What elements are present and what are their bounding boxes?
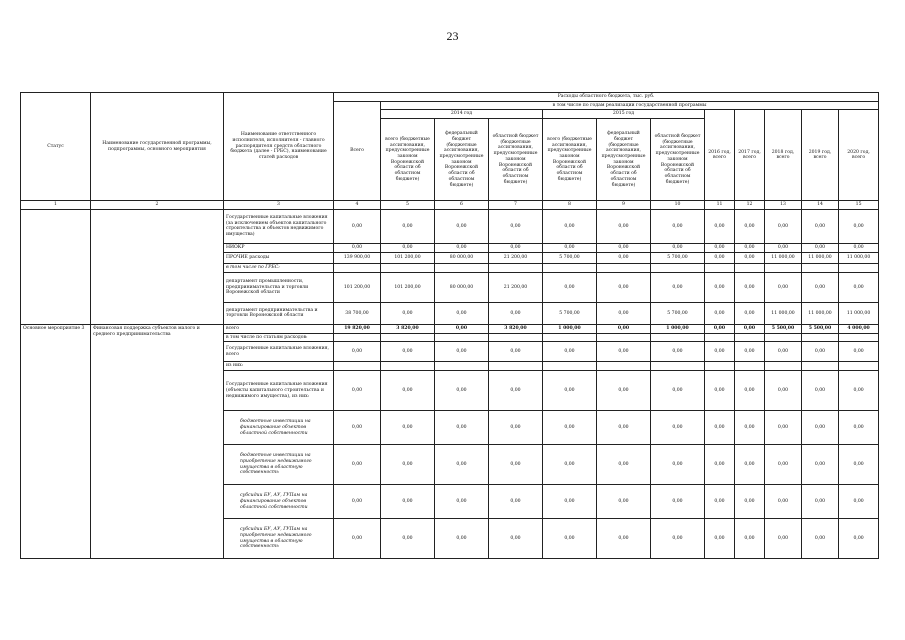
value-cell: 11 000,00	[765, 252, 802, 263]
value-cell: 0,00	[735, 371, 765, 411]
value-cell: 0,00	[381, 411, 435, 445]
column-numbers-row	[21, 201, 879, 210]
value-cell: 0,00	[435, 302, 489, 324]
value-cell	[489, 263, 543, 272]
value-cell: 21 200,00	[489, 252, 543, 263]
header-status: Статус	[21, 93, 91, 201]
value-cell: 0,00	[651, 272, 705, 302]
value-cell: 0,00	[597, 243, 651, 252]
value-cell	[802, 263, 839, 272]
value-cell: 80 000,00	[435, 252, 489, 263]
value-cell	[802, 333, 839, 342]
value-cell: 0,00	[381, 342, 435, 362]
header-col-2019: 2019 год, всего	[802, 110, 839, 201]
value-cell: 0,00	[651, 243, 705, 252]
value-cell	[651, 263, 705, 272]
value-cell	[435, 263, 489, 272]
value-cell: 0,00	[543, 445, 597, 485]
value-cell: 0,00	[839, 519, 879, 559]
program-name-cell: Финансовая поддержка субъектов малого и среднего предпринимательства	[91, 324, 224, 558]
value-cell: 0,00	[765, 342, 802, 362]
value-cell: 0,00	[705, 519, 735, 559]
header-total: Всего	[334, 101, 381, 200]
value-cell: 0,00	[334, 411, 381, 445]
value-cell	[381, 362, 435, 371]
value-cell: 0,00	[735, 252, 765, 263]
value-cell: 0,00	[705, 342, 735, 362]
value-cell: 0,00	[381, 485, 435, 519]
column-number: 7	[489, 201, 543, 210]
value-cell	[435, 362, 489, 371]
value-cell	[435, 333, 489, 342]
value-cell	[543, 362, 597, 371]
value-cell: 0,00	[543, 519, 597, 559]
column-number: 2	[91, 201, 224, 210]
value-cell: 0,00	[334, 243, 381, 252]
value-cell: 101 200,00	[381, 252, 435, 263]
value-cell: 0,00	[839, 209, 879, 243]
value-cell	[765, 333, 802, 342]
value-cell: 0,00	[334, 209, 381, 243]
value-cell: 0,00	[651, 445, 705, 485]
row-label: бюджетные инвестиции на финансирование объектов областной собственности	[224, 411, 334, 445]
value-cell: 0,00	[489, 209, 543, 243]
value-cell: 0,00	[735, 485, 765, 519]
value-cell: 0,00	[705, 302, 735, 324]
value-cell	[334, 362, 381, 371]
value-cell: 5 700,00	[543, 252, 597, 263]
header-by-years: в том числе по годам реализации государственной программы	[381, 101, 879, 110]
value-cell: 0,00	[435, 209, 489, 243]
value-cell: 0,00	[435, 324, 489, 333]
value-cell: 0,00	[765, 209, 802, 243]
value-cell	[705, 362, 735, 371]
column-number: 3	[224, 201, 334, 210]
value-cell	[802, 362, 839, 371]
value-cell: 0,00	[705, 272, 735, 302]
column-number: 8	[543, 201, 597, 210]
table-row	[21, 209, 879, 243]
value-cell	[334, 333, 381, 342]
value-cell	[597, 263, 651, 272]
value-cell: 0,00	[597, 252, 651, 263]
value-cell: 0,00	[543, 209, 597, 243]
value-cell: 101 200,00	[381, 272, 435, 302]
table-body	[21, 209, 879, 558]
value-cell: 19 820,00	[334, 324, 381, 333]
value-cell: 0,00	[489, 519, 543, 559]
value-cell	[705, 263, 735, 272]
value-cell: 5 700,00	[543, 302, 597, 324]
value-cell	[735, 263, 765, 272]
value-cell: 0,00	[334, 342, 381, 362]
value-cell: 0,00	[651, 209, 705, 243]
value-cell	[381, 263, 435, 272]
value-cell: 0,00	[597, 485, 651, 519]
row-label: субсидии БУ, АУ, ГУПам на финансирование объектов областной собственности	[224, 485, 334, 519]
column-number: 6	[435, 201, 489, 210]
value-cell: 5 700,00	[651, 252, 705, 263]
value-cell: 0,00	[765, 519, 802, 559]
value-cell: 0,00	[489, 411, 543, 445]
row-label: бюджетные инвестиции на приобретение недвижимого имущества в областную собственность	[224, 445, 334, 485]
value-cell: 0,00	[651, 342, 705, 362]
value-cell: 5 700,00	[651, 302, 705, 324]
value-cell: 0,00	[489, 371, 543, 411]
value-cell: 0,00	[765, 445, 802, 485]
value-cell: 0,00	[765, 243, 802, 252]
value-cell: 0,00	[381, 209, 435, 243]
value-cell: 0,00	[543, 411, 597, 445]
header-col-2016: 2016 год, всего	[705, 110, 735, 201]
value-cell: 0,00	[705, 243, 735, 252]
value-cell: 0,00	[802, 272, 839, 302]
value-cell: 0,00	[839, 485, 879, 519]
column-number: 13	[765, 201, 802, 210]
value-cell: 0,00	[381, 371, 435, 411]
value-cell: 0,00	[381, 243, 435, 252]
value-cell: 0,00	[543, 485, 597, 519]
value-cell: 11 000,00	[802, 252, 839, 263]
value-cell	[334, 263, 381, 272]
table-row	[21, 324, 879, 333]
value-cell: 0,00	[802, 209, 839, 243]
program-cell-empty	[91, 209, 224, 324]
value-cell: 0,00	[802, 243, 839, 252]
value-cell: 0,00	[651, 371, 705, 411]
column-number: 15	[839, 201, 879, 210]
value-cell: 0,00	[839, 243, 879, 252]
value-cell: 0,00	[597, 519, 651, 559]
value-cell: 0,00	[735, 209, 765, 243]
column-number: 12	[735, 201, 765, 210]
header-col-2017: 2017 год, всего	[735, 110, 765, 201]
value-cell: 0,00	[435, 342, 489, 362]
column-number: 9	[597, 201, 651, 210]
value-cell: 0,00	[705, 209, 735, 243]
value-cell	[765, 263, 802, 272]
header-grbs: Наименование ответственного исполнителя, исполнителя - главного распорядителя средств областного бюджета (далее - ГРБС), наименование статей расходов	[224, 93, 334, 201]
value-cell: 0,00	[839, 411, 879, 445]
value-cell: 0,00	[597, 209, 651, 243]
header-col-2014-federal: федеральный бюджет (бюджетные ассигнования, предусмотренные законом Воронежской области об областном бюджете)	[435, 119, 489, 201]
value-cell	[651, 362, 705, 371]
value-cell: 0,00	[802, 445, 839, 485]
value-cell: 0,00	[435, 519, 489, 559]
value-cell: 0,00	[839, 371, 879, 411]
value-cell	[839, 362, 879, 371]
row-label: субсидии БУ, АУ, ГУПам на приобретение недвижимого имущества в областную собственность	[224, 519, 334, 559]
value-cell: 0,00	[705, 445, 735, 485]
value-cell: 0,00	[435, 371, 489, 411]
row-label: департамент предпринимательства и торговли Воронежской области	[224, 302, 334, 324]
column-number: 4	[334, 201, 381, 210]
status-cell: Основное мероприятие 3	[21, 324, 91, 558]
value-cell: 0,00	[651, 485, 705, 519]
value-cell: 0,00	[597, 411, 651, 445]
value-cell: 1 000,00	[651, 324, 705, 333]
value-cell: 0,00	[735, 411, 765, 445]
value-cell: 11 000,00	[802, 302, 839, 324]
value-cell: 0,00	[489, 342, 543, 362]
value-cell: 0,00	[839, 342, 879, 362]
value-cell: 0,00	[735, 342, 765, 362]
budget-table	[20, 92, 879, 559]
value-cell: 0,00	[802, 519, 839, 559]
value-cell: 0,00	[334, 485, 381, 519]
value-cell: 0,00	[334, 371, 381, 411]
header-year-2014: 2014 год	[381, 110, 543, 119]
header-col-2014-total: всего (бюджетные ассигнования, предусмотренные законом Воронежской области об областном бюджете)	[381, 119, 435, 201]
value-cell: 0,00	[765, 371, 802, 411]
value-cell: 0,00	[802, 485, 839, 519]
value-cell: 0,00	[802, 411, 839, 445]
row-label: ПРОЧИЕ расходы	[224, 252, 334, 263]
value-cell: 0,00	[735, 243, 765, 252]
value-cell: 0,00	[802, 342, 839, 362]
column-number: 1	[21, 201, 91, 210]
value-cell: 0,00	[489, 485, 543, 519]
value-cell: 0,00	[435, 411, 489, 445]
value-cell: 0,00	[802, 371, 839, 411]
column-number: 5	[381, 201, 435, 210]
value-cell	[705, 333, 735, 342]
value-cell	[839, 333, 879, 342]
value-cell: 0,00	[839, 272, 879, 302]
value-cell: 0,00	[489, 445, 543, 485]
value-cell	[765, 362, 802, 371]
column-number: 10	[651, 201, 705, 210]
value-cell	[489, 362, 543, 371]
value-cell: 0,00	[597, 371, 651, 411]
value-cell	[543, 333, 597, 342]
value-cell: 0,00	[765, 485, 802, 519]
row-label: из них:	[224, 362, 334, 371]
value-cell: 80 000,00	[435, 272, 489, 302]
value-cell: 21 200,00	[489, 272, 543, 302]
row-label: в том числе по статьям расходов:	[224, 333, 334, 342]
header-col-2015-federal: федеральный бюджет (бюджетные ассигнования, предусмотренные законом Воронежской области об областном бюджете)	[597, 119, 651, 201]
value-cell: 11 000,00	[765, 302, 802, 324]
value-cell	[543, 263, 597, 272]
header-year-2015: 2015 год	[543, 110, 705, 119]
value-cell: 0,00	[543, 243, 597, 252]
value-cell	[381, 333, 435, 342]
row-label: в том числе по ГРБС:	[224, 263, 334, 272]
value-cell: 4 000,00	[839, 324, 879, 333]
page-number: 23	[446, 29, 459, 43]
header-col-2018: 2018 год, всего	[765, 110, 802, 201]
value-cell	[597, 333, 651, 342]
value-cell: 0,00	[435, 445, 489, 485]
value-cell: 11 000,00	[839, 302, 879, 324]
value-cell	[489, 333, 543, 342]
column-number: 11	[705, 201, 735, 210]
value-cell: 0,00	[435, 243, 489, 252]
column-number: 14	[802, 201, 839, 210]
value-cell: 0,00	[489, 243, 543, 252]
value-cell: 139 900,00	[334, 252, 381, 263]
value-cell: 0,00	[705, 411, 735, 445]
status-cell-empty	[21, 209, 91, 324]
value-cell: 0,00	[489, 302, 543, 324]
row-label: департамент промышленности, предпринимательства и торговли Воронежской области	[224, 272, 334, 302]
row-label: Государственные капитальные вложения (объекты капитального строительства и недвижимого имущества), из них:	[224, 371, 334, 411]
value-cell	[735, 333, 765, 342]
value-cell: 0,00	[765, 272, 802, 302]
value-cell: 0,00	[735, 302, 765, 324]
header-col-2015-regional: областной бюджет (бюджетные ассигнования, предусмотренные законом Воронежской области об областном бюджете)	[651, 119, 705, 201]
value-cell: 0,00	[435, 485, 489, 519]
value-cell: 0,00	[597, 445, 651, 485]
value-cell: 0,00	[705, 371, 735, 411]
value-cell: 0,00	[543, 371, 597, 411]
row-label: всего	[224, 324, 334, 333]
value-cell: 0,00	[381, 302, 435, 324]
value-cell: 5 500,00	[802, 324, 839, 333]
header-col-2015-total: всего (бюджетные ассигнования, предусмотренные законом Воронежской области об областном бюджете)	[543, 119, 597, 201]
value-cell: 101 200,00	[334, 272, 381, 302]
value-cell: 0,00	[597, 272, 651, 302]
header-expenses-title: Расходы областного бюджета, тыс. руб.	[334, 93, 879, 102]
row-label: Государственные капитальные вложения (за исключением объектов капитального строительства и объектов недвижимого имущества)	[224, 209, 334, 243]
value-cell	[597, 362, 651, 371]
value-cell: 0,00	[735, 324, 765, 333]
value-cell: 3 820,00	[489, 324, 543, 333]
value-cell: 0,00	[705, 324, 735, 333]
value-cell	[735, 362, 765, 371]
value-cell: 0,00	[651, 411, 705, 445]
value-cell: 0,00	[334, 445, 381, 485]
value-cell: 0,00	[597, 324, 651, 333]
value-cell	[839, 263, 879, 272]
value-cell: 5 500,00	[765, 324, 802, 333]
value-cell: 0,00	[765, 411, 802, 445]
value-cell: 0,00	[705, 485, 735, 519]
value-cell: 3 820,00	[381, 324, 435, 333]
value-cell: 0,00	[839, 445, 879, 485]
value-cell: 0,00	[735, 519, 765, 559]
value-cell: 0,00	[381, 445, 435, 485]
value-cell: 0,00	[705, 252, 735, 263]
row-label: Государственные капитальные вложения, всего	[224, 342, 334, 362]
value-cell: 38 700,00	[334, 302, 381, 324]
value-cell: 1 000,00	[543, 324, 597, 333]
value-cell: 0,00	[651, 519, 705, 559]
value-cell: 0,00	[334, 519, 381, 559]
value-cell: 0,00	[597, 302, 651, 324]
value-cell: 0,00	[735, 445, 765, 485]
value-cell: 11 000,00	[839, 252, 879, 263]
row-label: НИОКР	[224, 243, 334, 252]
value-cell: 0,00	[597, 342, 651, 362]
value-cell: 0,00	[543, 272, 597, 302]
header-col-2014-regional: областной бюджет (бюджетные ассигнования, предусмотренные законом Воронежской области об областном бюджете)	[489, 119, 543, 201]
value-cell: 0,00	[735, 272, 765, 302]
value-cell: 0,00	[381, 519, 435, 559]
value-cell	[651, 333, 705, 342]
value-cell: 0,00	[543, 342, 597, 362]
header-col-2020: 2020 год, всего	[839, 110, 879, 201]
header-program-name: Наименование государственной программы, подпрограммы, основного мероприятия	[91, 93, 224, 201]
